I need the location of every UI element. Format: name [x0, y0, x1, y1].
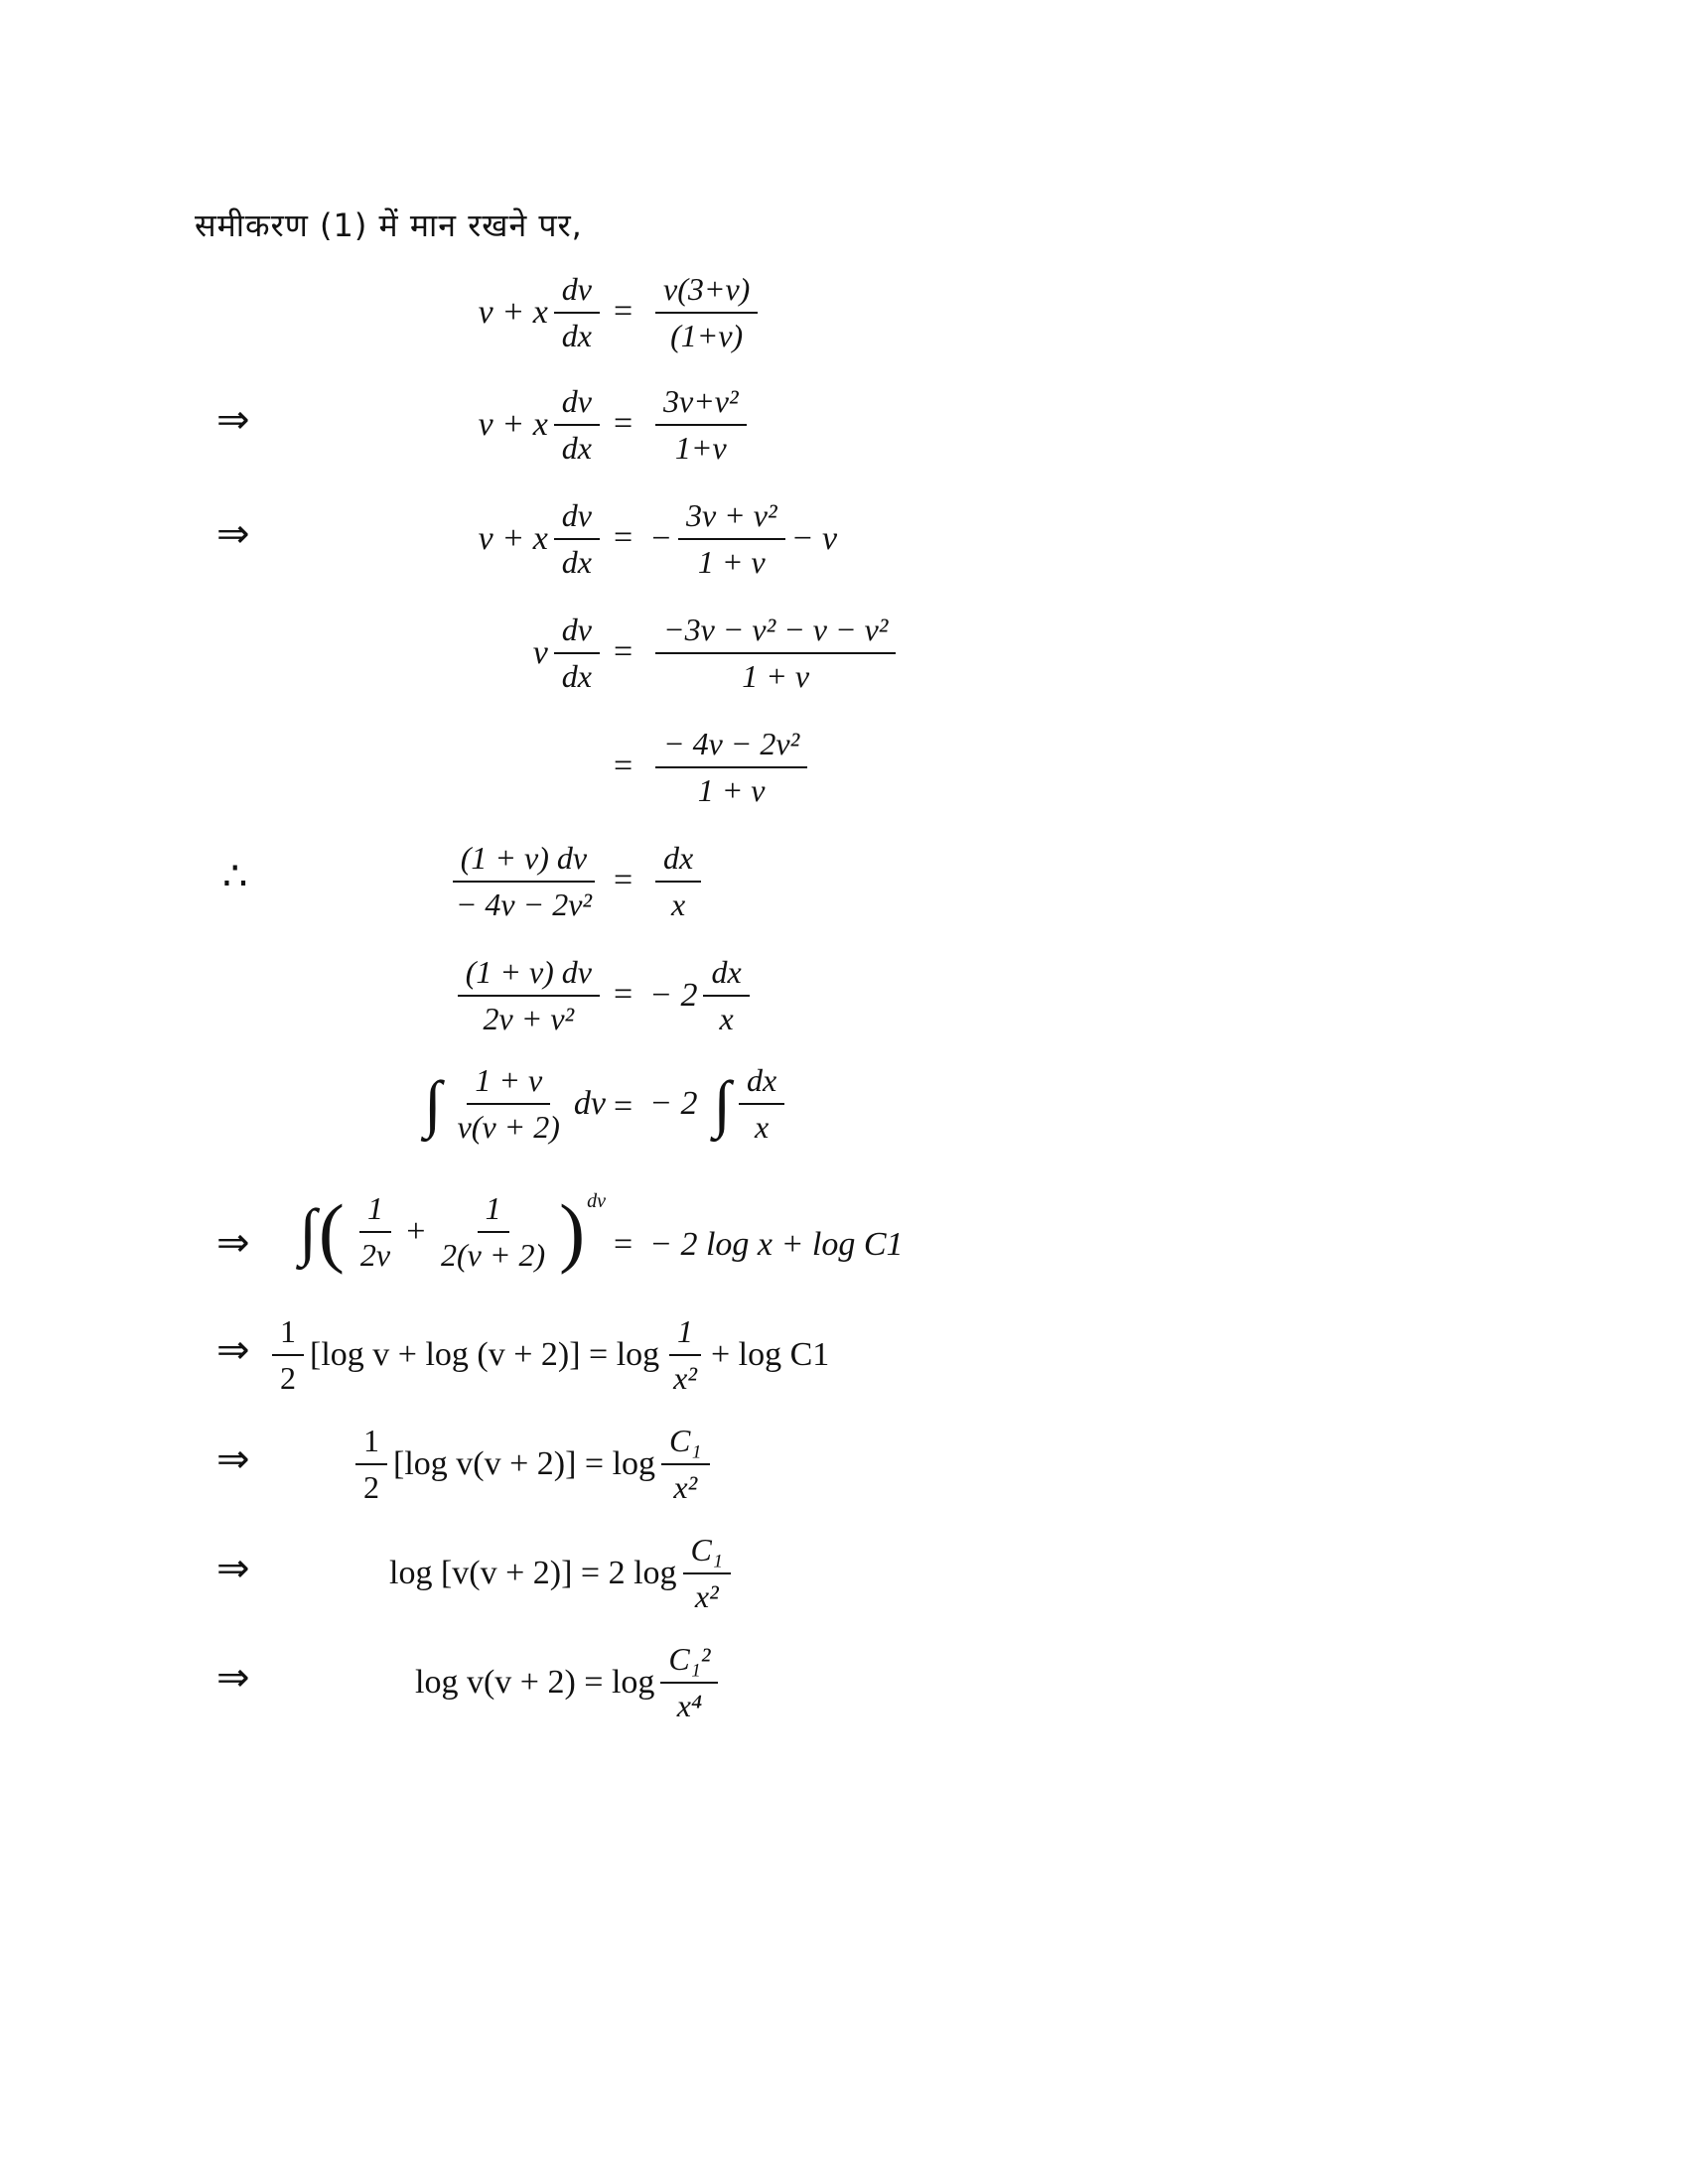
- implies-arrow: ⇒: [216, 1220, 250, 1266]
- integral-sign: ∫: [299, 1196, 317, 1267]
- equals-sign: =: [614, 633, 633, 670]
- rhs: [649, 271, 764, 354]
- fraction: [655, 271, 758, 354]
- lhs-term: v: [532, 634, 548, 671]
- numerator: dv: [554, 271, 600, 314]
- differential: dv: [573, 1085, 606, 1122]
- rhs: [649, 612, 902, 695]
- denominator: v(v + 2): [457, 1109, 560, 1145]
- expression-body: log v(v + 2) = log: [415, 1664, 655, 1701]
- equation-line-12: [0, 1524, 1688, 1633]
- numerator: 1: [478, 1190, 509, 1233]
- numerator: dv: [554, 497, 600, 540]
- lhs: [442, 840, 606, 923]
- denominator: 2v: [359, 1237, 391, 1273]
- fraction: [703, 954, 749, 1037]
- numerator: dv: [554, 612, 600, 654]
- fraction-half: [355, 1423, 387, 1506]
- equation-line-7: [0, 946, 1688, 1055]
- open-paren: (: [318, 1188, 345, 1275]
- numerator: v(3+v): [655, 271, 758, 314]
- equation-line-1: [0, 263, 1688, 372]
- fraction: [665, 1313, 705, 1397]
- full-expression: [415, 1641, 724, 1724]
- therefore-symbol: ∴: [222, 854, 248, 899]
- implies-arrow: ⇒: [216, 1546, 250, 1591]
- denominator: − 4v − 2v²: [455, 887, 592, 922]
- lhs-term: v + x: [478, 520, 548, 557]
- rhs: [649, 497, 837, 581]
- fraction: [554, 612, 600, 695]
- numerator: C₁: [683, 1532, 731, 1574]
- close-paren: ): [559, 1188, 586, 1275]
- denominator: x: [754, 1109, 770, 1145]
- equals-sign: =: [614, 1226, 633, 1263]
- denominator: 2v + v²: [483, 1001, 575, 1036]
- coefficient: − 2: [649, 977, 698, 1014]
- denominator: 2: [280, 1360, 296, 1396]
- rhs: [649, 840, 707, 923]
- denominator: 2(v + 2): [441, 1237, 546, 1273]
- equals-sign: =: [614, 519, 633, 556]
- fraction: [655, 612, 896, 695]
- numerator: 1: [669, 1313, 701, 1356]
- fraction: [655, 840, 701, 923]
- equals-sign: =: [614, 1088, 633, 1125]
- denominator: 1 + v: [697, 544, 766, 580]
- expression-body: [log v + log (v + 2)] = log: [310, 1336, 660, 1373]
- fraction: [554, 271, 600, 354]
- fraction: [660, 1641, 718, 1724]
- fraction: [683, 1532, 731, 1615]
- equation-line-6: [0, 832, 1688, 941]
- lhs: [452, 954, 606, 1037]
- integral-sign: ∫: [713, 1068, 731, 1139]
- numerator: 3v+v²: [655, 383, 747, 426]
- numerator: − 4v − 2v²: [655, 726, 807, 768]
- fraction: [450, 1062, 568, 1146]
- denominator: x²: [694, 1578, 719, 1614]
- numerator: 1: [359, 1190, 391, 1233]
- fraction: [655, 383, 747, 467]
- denominator: dx: [561, 544, 592, 580]
- fraction: [661, 1423, 709, 1506]
- equation-line-13: [0, 1633, 1688, 1742]
- coefficient: − 2: [649, 1085, 698, 1122]
- rhs: [649, 726, 813, 809]
- equation-line-11: [0, 1415, 1688, 1524]
- equation-line-3: [0, 489, 1688, 599]
- lhs: [479, 383, 606, 467]
- numerator: (1 + v) dv: [458, 954, 600, 997]
- equation-line-2: [0, 375, 1688, 484]
- equation-line-5: [0, 718, 1688, 827]
- fraction-half: [272, 1313, 304, 1397]
- rhs: [649, 954, 756, 1037]
- fraction: [458, 954, 600, 1037]
- full-expression: [389, 1532, 737, 1615]
- numerator: C₁²: [660, 1641, 718, 1684]
- denominator: 2: [363, 1469, 379, 1505]
- fraction: [678, 497, 785, 581]
- numerator: C₁: [661, 1423, 709, 1465]
- numerator: dx: [655, 840, 701, 883]
- lhs: [424, 1062, 606, 1146]
- numerator: (1 + v) dv: [453, 840, 595, 883]
- fraction: [554, 497, 600, 581]
- numerator: 1: [355, 1423, 387, 1465]
- denominator: dx: [561, 430, 592, 466]
- denominator: x²: [673, 1360, 697, 1396]
- implies-arrow: ⇒: [216, 511, 250, 557]
- expression-body: [log v(v + 2)] = log: [393, 1445, 656, 1482]
- equals-sign: =: [614, 748, 633, 784]
- fraction: [554, 383, 600, 467]
- minus-sign: −: [649, 520, 672, 557]
- fraction: [655, 726, 807, 809]
- equation-line-10: [0, 1305, 1688, 1415]
- lhs: [299, 1190, 606, 1274]
- denominator: x⁴: [676, 1688, 703, 1723]
- implies-arrow: ⇒: [216, 1436, 250, 1482]
- rhs: [649, 383, 753, 467]
- numerator: dx: [739, 1062, 784, 1105]
- numerator: 3v + v²: [678, 497, 785, 540]
- denominator: x²: [673, 1469, 698, 1505]
- expression-body: log [v(v + 2)] = 2 log: [389, 1555, 677, 1591]
- fraction: [739, 1062, 784, 1146]
- denominator: x: [671, 887, 686, 922]
- fraction: [433, 1190, 553, 1274]
- numerator: dx: [703, 954, 749, 997]
- lhs-term: v + x: [478, 406, 548, 443]
- equals-sign: =: [614, 293, 633, 330]
- lhs: [479, 271, 606, 354]
- numerator: dv: [554, 383, 600, 426]
- implies-arrow: ⇒: [216, 397, 250, 443]
- rhs: [649, 1062, 790, 1146]
- equation-line-8: [0, 1058, 1688, 1167]
- numerator: 1: [272, 1313, 304, 1356]
- denominator: dx: [561, 318, 592, 353]
- implies-arrow: ⇒: [216, 1327, 250, 1373]
- denominator: dx: [561, 658, 592, 694]
- equation-line-9: [0, 1186, 1688, 1315]
- numerator: 1 + v: [467, 1062, 550, 1105]
- rhs: [649, 1226, 904, 1264]
- lhs: [533, 612, 606, 695]
- equation-line-4: [0, 604, 1688, 713]
- intro-text: समीकरण (1) में मान रखने पर,: [195, 206, 583, 244]
- fraction: [448, 840, 600, 923]
- denominator: x: [719, 1001, 734, 1036]
- superscript-dv: dv: [587, 1190, 606, 1212]
- equals-sign: =: [614, 976, 633, 1013]
- full-expression: [266, 1313, 829, 1397]
- equals-sign: =: [614, 405, 633, 442]
- implies-arrow: ⇒: [216, 1655, 250, 1701]
- fraction: [352, 1190, 398, 1274]
- expression-tail: + log C1: [710, 1336, 830, 1373]
- full-expression: [350, 1423, 716, 1506]
- integral-sign: ∫: [424, 1068, 442, 1139]
- plus-sign: +: [404, 1213, 428, 1250]
- equals-sign: =: [614, 862, 633, 898]
- denominator: (1+v): [670, 318, 744, 353]
- numerator: −3v − v² − v − v²: [655, 612, 896, 654]
- lhs: [479, 497, 606, 581]
- rhs-expression: − 2 log x + log C1: [649, 1226, 904, 1263]
- denominator: 1 + v: [742, 658, 810, 694]
- rhs-tail: − v: [790, 520, 838, 557]
- denominator: 1 + v: [697, 772, 766, 808]
- denominator: 1+v: [674, 430, 727, 466]
- lhs-term: v + x: [478, 294, 548, 331]
